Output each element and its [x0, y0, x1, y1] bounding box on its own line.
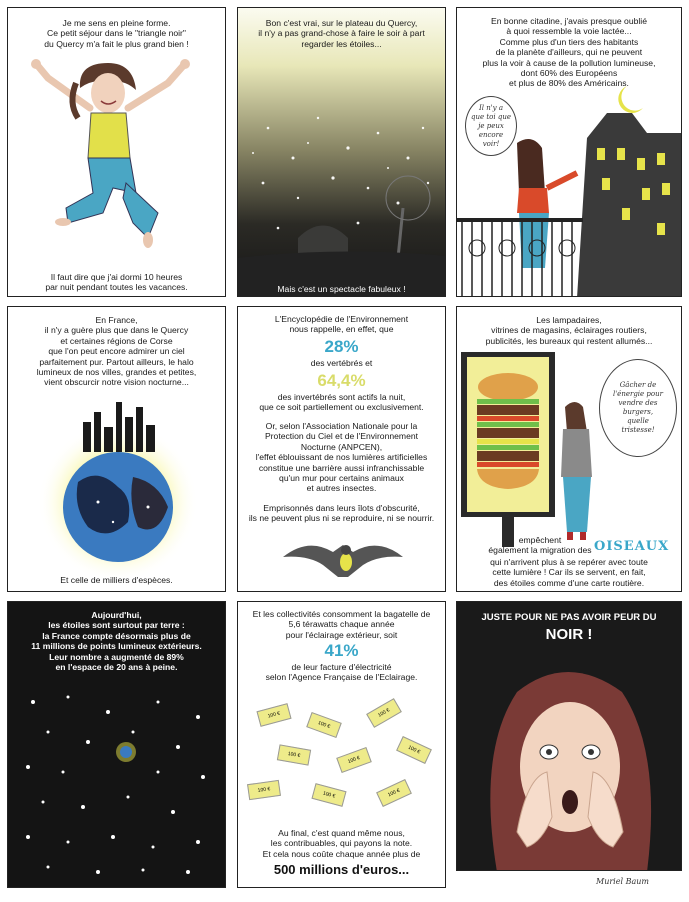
starry-sky-illustration — [238, 8, 446, 297]
banknotes-illustration — [238, 697, 446, 817]
banknote: 100 € — [336, 747, 372, 773]
banknote: 100 € — [366, 698, 402, 728]
jumping-woman-illustration — [8, 8, 226, 297]
artist-signature: Muriel Baum — [596, 877, 649, 886]
panel-5-para2: Or, selon l'Association Nationale pour la Protection du Ciel et de l'Environnement Nocturne (ANPCEN), l'effet éblouissant de nos lumières artificielles constitue une barrière aussi infranchissable qu'un mur pour certains animaux et autres insectes. — [255, 421, 428, 494]
panel-4 — [7, 306, 226, 592]
oiseaux-word: OISEAUX — [594, 539, 670, 554]
banknote: 100 € — [311, 783, 346, 807]
panel-6-caption-top: Les lampadaires, vitrines de magasins, éclairages routiers, publicités, les bureaux qui restent allumés... — [485, 315, 653, 346]
panel-6-caption-a: empêchent également la migration des — [488, 535, 592, 556]
scared-face-illustration — [457, 602, 682, 871]
panel-5-line2: des invertébrés sont actifs la nuit, que ce soit partiellement ou exclusivement. — [259, 392, 424, 413]
night-lights-illustration — [8, 602, 226, 888]
panel-5-para3: Emprisonnés dans leurs îlots d'obscurité, ils ne peuvent plus ni se reproduire, ni se nourrir. — [248, 503, 435, 524]
panel-2-caption-top: Bon c'est vrai, sur le plateau du Quercy, il n'y a pas grand-chose à faire le soir à part regarder les étoiles... — [258, 18, 425, 49]
panel-4-caption-top: En France, il n'y a guère plus que dans le Quercy et certaines régions de Corse que l'on peut encore admirer un ciel parfaitement pur. Partout ailleurs, le halo lumineux de nos villes, grandes et petites, vient obscurcir notre vision nocturne... — [36, 315, 197, 388]
banknote: 100 € — [247, 780, 281, 800]
panel-3-speech-bubble: Il n'y a que toi que je peux encore voir! — [465, 96, 517, 156]
banknote: 100 € — [396, 736, 432, 764]
panel-4-caption-bottom: Et celle de milliers d'espèces. — [60, 575, 173, 585]
panel-8-line: de leur facture d'électricité selon l'Agence Française de l'Eclairage. — [265, 662, 418, 683]
panel-6 — [456, 306, 682, 592]
panel-7 — [7, 601, 226, 888]
stat-vertebrates: 28% — [324, 337, 359, 356]
panel-2 — [237, 7, 446, 297]
bat-illustration — [238, 307, 446, 592]
panel-3 — [456, 7, 682, 297]
banknote: 100 € — [306, 712, 342, 738]
panel-8 — [237, 601, 446, 888]
panel-6-caption-b: qui n'arrivent plus à se repérer avec toute cette lumière ! Car ils se servent, en fait, des étoiles comme d'une carte routière. — [490, 557, 648, 588]
panel-1-caption-top: Je me sens en pleine forme. Ce petit séjour dans le "triangle noir" du Quercy m'a fait le plus grand bien ! — [44, 18, 189, 49]
banknote: 100 € — [256, 703, 291, 727]
banknote: 100 € — [376, 779, 412, 807]
panel-1 — [7, 7, 226, 297]
panel-5 — [237, 306, 446, 592]
panel-8-big-amount: 500 millions d'euros... — [273, 862, 410, 877]
panel-8-caption-top: Et les collectivités consomment la bagatelle de 5,6 térawatts chaque année pour l'éclairage extérieur, soit — [252, 609, 431, 640]
panel-9-title-a: JUSTE POUR NE PAS AVOIR PEUR DU — [481, 612, 657, 623]
panel-6-thought-bubble: Gâcher de l'énergie pour vendre des burgers, quelle tristesse! — [599, 359, 677, 457]
panel-9 — [456, 601, 682, 871]
panel-2-caption-bottom: Mais c'est un spectacle fabuleux ! — [277, 284, 406, 294]
earth-city-illustration — [8, 307, 226, 592]
panel-1-caption-bottom: Il faut dire que j'ai dormi 10 heures par nuit pendant toutes les vacances. — [45, 272, 188, 293]
banknote: 100 € — [277, 744, 311, 765]
panel-5-line1: des vertébrés et — [310, 358, 373, 368]
panel-3-caption-top: En bonne citadine, j'avais presque oublié à quoi ressemble la voie lactée... Comme plus d'un tiers des habitants de la planète d'ailleurs, qui ne peuvent plus la voir à cause de la pollution lumineuse, dont 60% des Européens et plus de 80% des Américains. — [482, 16, 656, 89]
panel-9-title-b: NOIR ! — [545, 626, 593, 643]
stat-invertebrates: 64,4% — [317, 371, 366, 390]
panel-5-intro: L'Encyclopédie de l'Environnement nous rappelle, en effet, que — [274, 314, 409, 335]
stat-electricity-bill: 41% — [324, 641, 359, 660]
panel-8-caption-bottom: Au final, c'est quand même nous, les contribuables, qui payons la note. Et cela nous coûte chaque année plus de — [262, 828, 421, 859]
panel-7-caption-top: Aujourd'hui, les étoiles sont surtout par terre : la France compte désormais plus de 11 millions de points lumineux extérieurs. Leur nombre a augmenté de 89% en l'espace de 20 ans à peine. — [31, 610, 202, 673]
